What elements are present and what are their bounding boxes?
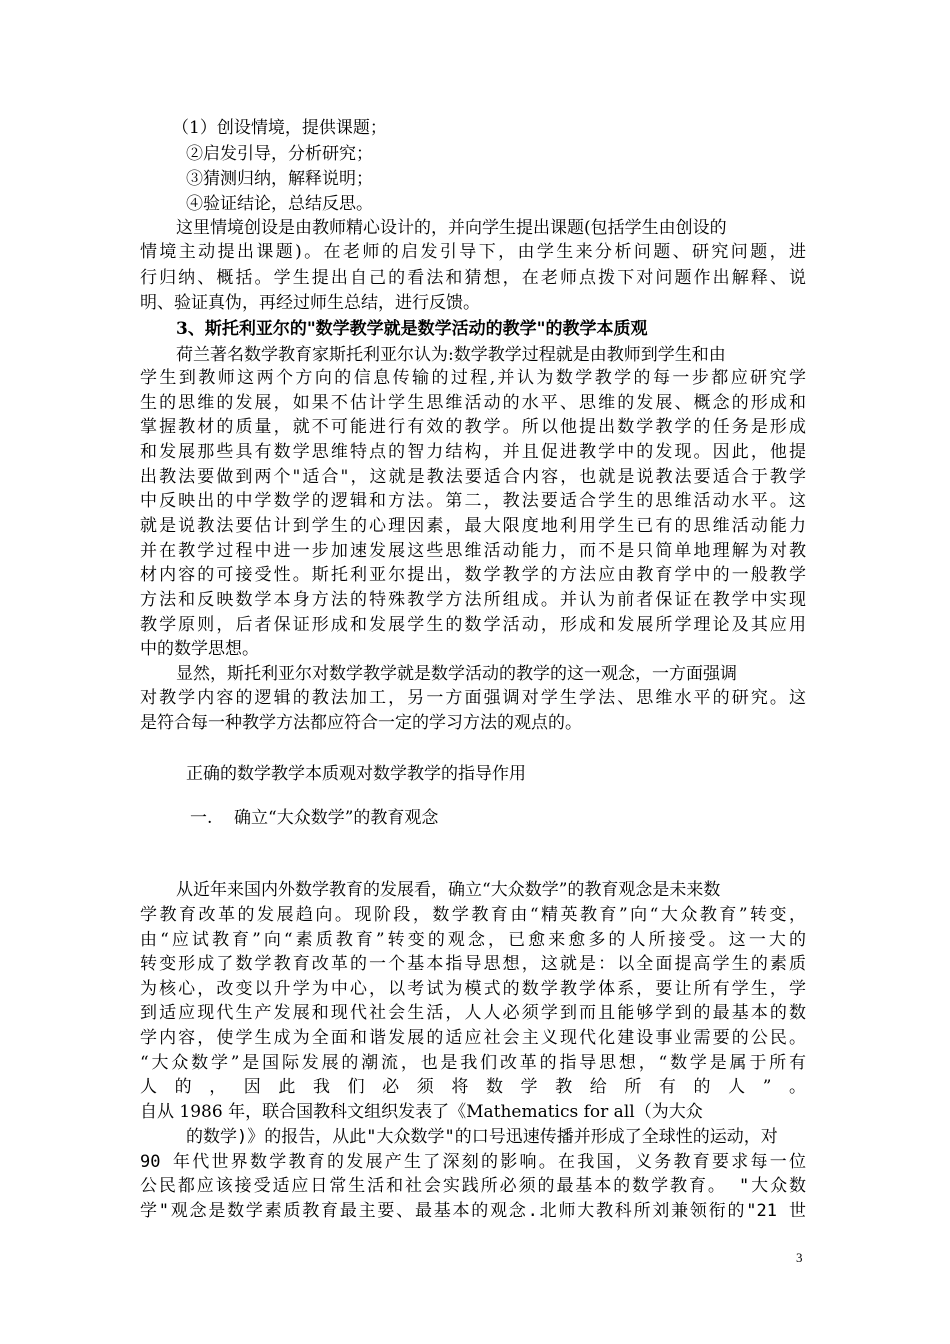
paragraph-line: 对教学内容的逻辑的教法加工，另一方面强调对学生学法、思维水平的研究。这 <box>140 688 806 708</box>
paragraph-line: 中反映出的中学数学的逻辑和方法。第二，教法要适合学生的思维活动水平。这 <box>140 491 806 511</box>
page-number: 3 <box>796 1250 803 1265</box>
subsection-title: 一. 确立“大众数学”的教育观念 <box>190 808 439 828</box>
paragraph-line: 为核心，改变以升学为中心，以考试为模式的数学教学体系，要让所有学生，学 <box>140 979 806 999</box>
paragraph-line: 人的，因此我们必须将数学教给所有的人”。 <box>140 1077 806 1097</box>
text-line: （1）创设情境，提供课题； <box>172 118 387 138</box>
paragraph-line: 90 年代世界数学教育的发展产生了深刻的影响。在我国，义务教育要求每一位 <box>140 1152 806 1172</box>
paragraph-line: 出教法要做到两个"适合"，这就是教法要适合内容，也就是说教法要适合于教学 <box>140 467 806 487</box>
paragraph-line: 转变形成了数学教育改革的一个基本指导思想，这就是：以全面提高学生的素质 <box>140 954 806 974</box>
paragraph-line: 生的思维的发展，如果不估计学生思维活动的水平、思维的发展、概念的形成和 <box>140 393 806 413</box>
paragraph-line: 学生到教师这两个方向的信息传输的过程,并认为数学教学的每一步都应研究学 <box>140 368 806 388</box>
paragraph-line: 是符合每一种教学方法都应符合一定的学习方法的观点的。 <box>140 713 582 733</box>
text-line: ④验证结论，总结反思。 <box>186 194 373 214</box>
section-title: 正确的数学教学本质观对数学教学的指导作用 <box>186 764 526 784</box>
paragraph-line: 明、验证真伪，再经过师生总结，进行反馈。 <box>140 293 480 313</box>
paragraph-line: 从近年来国内外数学教育的发展看，确立“大众数学”的教育观念是未来数 <box>176 880 721 900</box>
paragraph-line: 荷兰著名数学教育家斯托利亚尔认为:数学教学过程就是由教师到学生和由 <box>176 345 726 365</box>
paragraph-line: 行归纳、概括。学生提出自己的看法和猜想，在老师点拨下对问题作出解释、说 <box>140 268 806 288</box>
paragraph-line: 学教育改革的发展趋向。现阶段，数学教育由“精英教育”向“大众教育”转变， <box>140 905 806 925</box>
paragraph-line: 学内容，使学生成为全面和谐发展的适应社会主义现代化建设事业需要的公民。 <box>140 1028 806 1048</box>
paragraph-line: 中的数学思想。 <box>140 639 259 659</box>
paragraph-line: 方法和反映数学本身方法的特殊教学方法所组成。并认为前者保证在教学中实现 <box>140 590 806 610</box>
paragraph-line: 就是说教法要估计到学生的心理因素，最大限度地利用学生已有的思维活动能力 <box>140 516 806 536</box>
paragraph-line: 显然，斯托利亚尔对数学教学就是数学活动的教学的这一观念，一方面强调 <box>176 664 737 684</box>
paragraph-line: 材内容的可接受性。斯托利亚尔提出，数学教学的方法应由教育学中的一般教学 <box>140 565 806 585</box>
paragraph-line: 自从 1986 年，联合国教科文组织发表了《Mathematics for all（为大众 <box>140 1102 703 1122</box>
text-line: ②启发引导，分析研究； <box>186 144 373 164</box>
paragraph-line: 情境主动提出课题)。在老师的启发引导下，由学生来分析问题、研究问题，进 <box>140 242 806 262</box>
paragraph-line: 教学原则，后者保证形成和发展学生的数学活动，形成和发展所学理论及其应用 <box>140 615 806 635</box>
section-heading: 3、斯托利亚尔的"数学教学就是数学活动的教学"的教学本质观 <box>176 319 648 339</box>
paragraph-line: 的数学)》的报告，从此"大众数学"的口号迅速传播并形成了全球性的运动，对 <box>186 1127 778 1147</box>
paragraph-line: 公民都应该接受适应日常生活和社会实践所必须的最基本的数学教育。 "大众数 <box>140 1176 806 1196</box>
paragraph-line: 到适应现代生产发展和现代社会生活，人人必须学到而且能够学到的最基本的数 <box>140 1003 806 1023</box>
paragraph-line: 学"观念是数学素质教育最主要、最基本的观念.北师大教科所刘兼领衔的"21 世 <box>140 1201 806 1221</box>
paragraph-line: 和发展那些具有数学思维特点的智力结构，并且促进教学中的发现。因此，他提 <box>140 442 806 462</box>
text-line: ③猜测归纳，解释说明； <box>186 169 373 189</box>
paragraph-line: 由“应试教育”向“素质教育”转变的观念，已愈来愈多的人所接受。这一大的 <box>140 930 806 950</box>
paragraph-line: 掌握教材的质量，就不可能进行有效的教学。所以他提出数学教学的任务是形成 <box>140 417 806 437</box>
paragraph-line: 这里情境创设是由教师精心设计的，并向学生提出课题(包括学生由创设的 <box>176 218 727 238</box>
paragraph-line: “大众数学”是国际发展的潮流，也是我们改革的指导思想，“数学是属于所有 <box>140 1053 806 1073</box>
paragraph-line: 并在教学过程中进一步加速发展这些思维活动能力，而不是只简单地理解为对教 <box>140 541 806 561</box>
